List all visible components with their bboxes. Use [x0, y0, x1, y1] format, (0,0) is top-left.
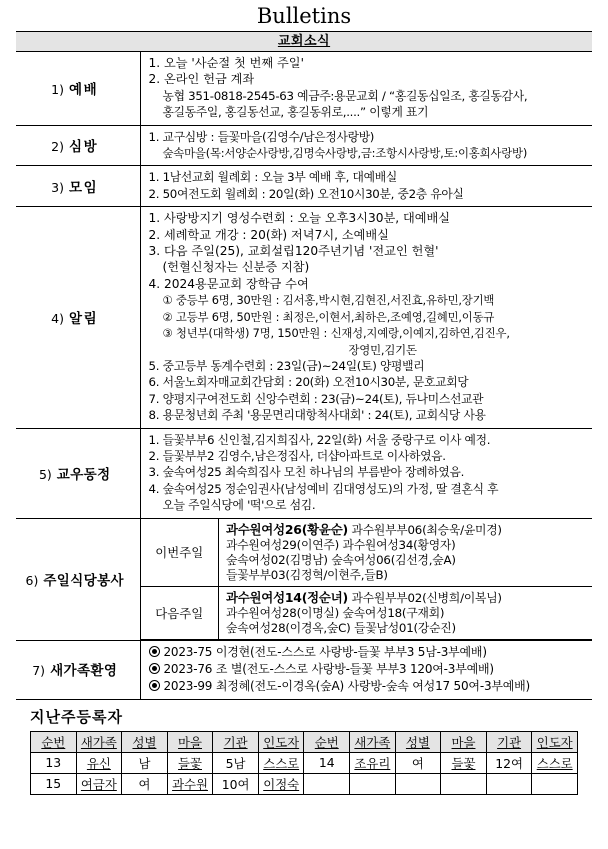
table-cell: 5남 — [213, 752, 259, 773]
notice-line: 5. 중고등부 동계수련회 : 23일(금)~24일(토) 양평밸리 — [148, 358, 425, 373]
table-cell: 스스로 — [532, 752, 578, 773]
notice-line: 1. 오늘 '사순절 첫 번째 주일' — [148, 56, 304, 70]
notice-line: 8. 용문청년회 주최 '용문면리대항척사대회' : 24(토), 교회식당 사용 — [148, 408, 486, 423]
table-cell: 10여 — [213, 773, 259, 794]
notice-line: 2. 들꽃부부2 김영수,남은정집사, 더샵아파트로 이사하였음. — [148, 448, 446, 463]
notice-line: 1. 1남선교회 월례회 : 오늘 3부 예배 후, 대예배실 — [148, 170, 397, 185]
column-header: 순번 — [304, 731, 350, 752]
notice-line: 3. 숲속여성25 최숙희집사 모친 하나님의 부름받아 장례하였음. — [148, 465, 465, 480]
section-content-cell — [140, 428, 592, 518]
notice-row — [16, 207, 592, 428]
table-cell — [350, 773, 396, 794]
section-label-cell-2 — [16, 166, 140, 207]
notice-line: 농협 351-0818-2545-63 예금주:용문교회 / “홍길동십일조, 홍길동감사, — [162, 88, 528, 103]
notice-line: 6. 서울노회자매교회간담회 : 20(화) 오전10시30분, 문호교회당 — [148, 375, 469, 390]
notice-line: (헌혈신청자는 신분증 지참) — [162, 260, 310, 275]
notice-table — [16, 52, 592, 700]
section-banner-label: 교회소식 — [277, 33, 331, 49]
notice-row — [16, 166, 592, 207]
section-number: 3) — [51, 179, 65, 195]
table-cell: 여 — [122, 773, 168, 794]
section-label: 모임 — [69, 179, 99, 196]
notice-row-meal-service — [16, 518, 592, 640]
column-header: 순번 — [31, 731, 77, 752]
section-content-cell — [140, 125, 592, 166]
table-cell: 남 — [122, 752, 168, 773]
new-family-item: 2023-75 이경현(전도-스스로 사랑방-들꽃 부부3 5남-3부예배) — [149, 644, 590, 661]
notice-row-new-family — [16, 640, 592, 699]
table-cell: 여금자 — [76, 773, 122, 794]
meal-service-line: 들꽃부부03(김정혁/이현주,들B) — [226, 567, 388, 582]
column-header: 성별 — [122, 731, 168, 752]
section-number: 7) — [32, 663, 46, 679]
table-cell: 14 — [304, 752, 350, 773]
notice-line: 2. 온라인 헌금 계좌 — [148, 72, 255, 87]
section-label: 심방 — [69, 139, 99, 156]
section-label: 예배 — [69, 81, 99, 98]
notice-line: 장영민,김기돈 — [348, 342, 417, 357]
notice-line: 1. 사랑방지기 영성수련회 : 오늘 오후3시30분, 대예배실 — [148, 211, 451, 226]
meal-service-line: 과수원여성29(이연주) 과수원여성34(황영자) — [226, 537, 456, 552]
column-header: 인도자 — [258, 731, 304, 752]
notice-row — [16, 52, 592, 125]
notice-line: ① 중등부 6명, 30만원 : 김서홍,박시현,김현진,서진효,유하민,장기백 — [162, 293, 495, 308]
new-family-item: 2023-76 조 별(전도-스스로 사랑방-들꽃 부부3 120여-3부예배) — [149, 661, 590, 678]
meal-service-line: 과수원여성14(정순녀) 과수원부부02(신병희/이복님) — [226, 589, 502, 605]
table-cell — [441, 773, 487, 794]
table-cell — [395, 773, 441, 794]
column-header: 성별 — [395, 731, 441, 752]
column-header: 새가족 — [76, 731, 122, 752]
meal-service-line: 숲속여성02(김명남) 숲속여성06(김선경,숲A) — [226, 552, 456, 567]
table-header-row — [31, 731, 578, 752]
new-family-item: 2023-99 최정혜(전도-이경옥(숲A) 사랑방-숲속 여성17 50여-3부예배) — [149, 678, 590, 695]
section-number: 5) — [38, 466, 52, 482]
notice-line: 4. 2024용문교회 장학금 수여 — [148, 276, 309, 291]
section-content-cell — [140, 207, 592, 428]
radio-filled-icon — [149, 663, 160, 674]
section-label: 주일식당봉사 — [43, 572, 124, 589]
section-number: 1) — [51, 81, 65, 97]
notice-line: 4. 숲속여성25 정순임권사(남성예비 김대영성도)의 가정, 딸 결혼식 후 — [148, 481, 499, 496]
table-row — [31, 773, 578, 794]
table-cell — [304, 773, 350, 794]
notice-line: 1. 교구심방 : 들꽃마을(김영수/남은정사랑방) — [148, 129, 375, 144]
table-cell: 13 — [31, 752, 77, 773]
table-cell: 들꽃 — [441, 752, 487, 773]
meal-service-line: 과수원여성28(이명실) 숲속여성18(구재회) — [226, 605, 445, 620]
meal-service-week-label: 다음주일 — [141, 586, 219, 639]
notice-line: ② 고등부 6명, 50만원 : 최정은,이현서,최하은,조예영,길혜민,이동규 — [162, 309, 495, 324]
column-header: 기관 — [213, 731, 259, 752]
meal-service-row — [141, 519, 593, 587]
table-cell: 과수원 — [167, 773, 213, 794]
table-cell: 조유리 — [350, 752, 396, 773]
section-number: 6) — [25, 572, 39, 588]
meal-service-row — [141, 586, 593, 639]
notice-line: 숲속마을(목:서양순사랑방,김명숙사랑방,금:조항시사랑방,토:이홍희사랑방) — [162, 146, 528, 161]
section-label-cell-0 — [16, 52, 140, 125]
section-number: 4) — [51, 310, 65, 326]
table-cell: 여 — [395, 752, 441, 773]
section-label-cell-4 — [16, 428, 140, 518]
new-family-cell — [140, 640, 592, 699]
notice-line: 1. 들꽃부부6 신인철,김지희집사, 22일(화) 서울 중랑구로 이사 예정. — [148, 432, 491, 447]
section-label-cell-meal — [16, 518, 140, 640]
notice-line: 2. 세례학교 개강 : 20(화) 저녁7시, 소예배실 — [148, 227, 389, 242]
section-label: 교우동정 — [56, 466, 111, 483]
table-cell: 들꽃 — [167, 752, 213, 773]
column-header: 인도자 — [532, 731, 578, 752]
notice-line: 2. 50여전도회 월례회 : 20일(화) 오전10시30분, 중2층 유아실 — [148, 186, 464, 201]
last-week-heading: 지난주등록자 — [30, 707, 123, 726]
meal-service-volunteers — [219, 586, 593, 639]
meal-service-line: 과수원여성26(황윤순) 과수원부부06(최승욱/윤미경) — [226, 521, 502, 537]
meal-service-line: 숲속여성28(이경옥,숲C) 들꽃남성01(강순진) — [226, 620, 456, 635]
notice-line: 3. 다음 주일(25), 교회설립120주년기념 '전교인 헌혈' — [148, 244, 439, 259]
notice-line: 홍길동주일, 홍길동선교, 홍길동위로,....” 이렇게 표기 — [162, 105, 429, 120]
notice-line: 오늘 주일식당에 '떡'으로 섬김. — [162, 498, 316, 513]
table-cell: 스스로 — [258, 752, 304, 773]
column-header: 마을 — [441, 731, 487, 752]
notice-row — [16, 125, 592, 166]
section-content-cell — [140, 52, 592, 125]
meal-service-volunteers — [219, 519, 593, 587]
table-cell: 이정숙 — [258, 773, 304, 794]
meal-service-table — [141, 519, 593, 640]
section-content-cell — [140, 166, 592, 207]
page-title: Bulletins — [256, 4, 352, 28]
notice-line: 7. 양평지구여전도회 신앙수련회 : 23(금)~24(토), 듀나미스선교관 — [148, 391, 484, 406]
section-label-cell-newfam — [16, 640, 140, 699]
column-header: 기관 — [486, 731, 532, 752]
table-row — [31, 752, 578, 773]
column-header: 마을 — [167, 731, 213, 752]
table-cell: 12여 — [486, 752, 532, 773]
table-cell — [532, 773, 578, 794]
radio-filled-icon — [149, 646, 160, 657]
table-cell: 유신 — [76, 752, 122, 773]
column-header: 새가족 — [350, 731, 396, 752]
notice-row — [16, 428, 592, 518]
meal-service-cell — [140, 518, 592, 640]
meal-service-week-label: 이번주일 — [141, 519, 219, 587]
section-label: 새가족환영 — [50, 663, 118, 680]
last-week-registrants-table — [30, 731, 578, 795]
table-cell — [486, 773, 532, 794]
section-label-cell-1 — [16, 125, 140, 166]
radio-filled-icon — [149, 680, 160, 691]
section-label-cell-3 — [16, 207, 140, 428]
section-number: 2) — [51, 139, 65, 155]
section-label: 알림 — [69, 310, 99, 327]
notice-line: ③ 청년부(대학생) 7명, 150만원 : 신재성,지예랑,이예지,김하연,김진우, — [162, 326, 510, 341]
table-cell: 15 — [31, 773, 77, 794]
section-banner — [16, 31, 592, 52]
